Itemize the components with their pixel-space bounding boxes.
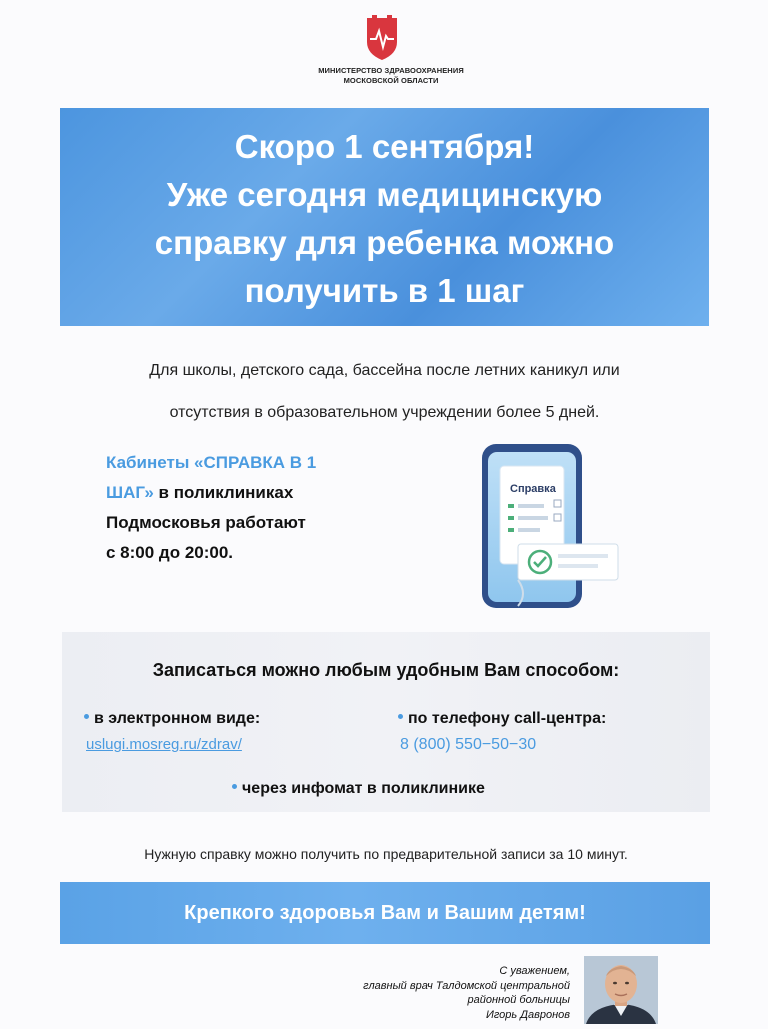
hero-line-1: Скоро 1 сентября! [234,128,535,165]
signature-line-3: районной больницы [467,994,570,1006]
kiosk-label: через инфомат в поликлинике [242,780,485,797]
bullet-dot-icon [84,714,89,719]
online-link[interactable]: uslugi.mosreg.ru/zdrav/ [86,736,242,753]
ministry-line-2: МОСКОВСКОЙ ОБЛАСТИ [343,76,439,85]
appointment-note: Нужную справку можно получить по предварительной записи за 10 минут. [144,846,628,862]
pulse-shield-icon [364,14,400,62]
signup-section [62,632,710,812]
intro-line-2: отсутствия в образовательном учреждении более 5 дней. [169,404,600,421]
hero-line-2: Уже сегодня медицинскую [166,176,603,213]
intro-line-1: Для школы, детского сада, бассейна после летних каникул или [149,362,620,379]
cabinets-info [106,448,436,568]
cabinets-region: Подмосковья работают [106,513,306,532]
hero-line-4: получить в 1 шаг [244,272,525,309]
signature-line-2: главный врач Талдомской центральной [363,979,570,992]
signature-block [270,964,570,1022]
online-label: в электронном виде: [94,710,261,727]
ministry-name [306,66,476,86]
kiosk-option [232,780,485,798]
ministry-line-1: МИНИСТЕРСТВО ЗДРАВООХРАНЕНИЯ [318,66,464,75]
card-title: Справка [510,483,556,495]
cabinets-name-1: Кабинеты «СПРАВКА В 1 [106,453,317,472]
phone-label: по телефону call-центра: [408,710,607,727]
cabinets-location: в поликлиниках [153,483,294,502]
intro-text [60,350,709,434]
signup-title: Записаться можно любым удобным Вам способом: [152,660,620,680]
phone-number[interactable]: 8 (800) 550−50−30 [400,736,537,753]
online-option [84,710,260,728]
wish-banner: Крепкого здоровья Вам и Вашим детям! [60,882,710,944]
cabinets-hours: с 8:00 до 20:00. [106,543,234,562]
hero-banner [60,108,709,326]
hero-line-3: справку для ребенка можно [154,224,615,261]
bullet-dot-icon [232,784,237,789]
ministry-logo [364,14,400,62]
cabinets-name-2: ШАГ» [106,483,154,502]
portrait-icon [584,956,658,1024]
phone-certificate-illustration [478,440,628,612]
signature-line-4: Игорь Давронов [486,1008,570,1021]
signature-line-1: С уважением, [499,965,570,977]
phone-option [398,710,606,728]
phone-certificate-icon [478,440,628,612]
doctor-photo [584,956,658,1024]
bullet-dot-icon [398,714,403,719]
